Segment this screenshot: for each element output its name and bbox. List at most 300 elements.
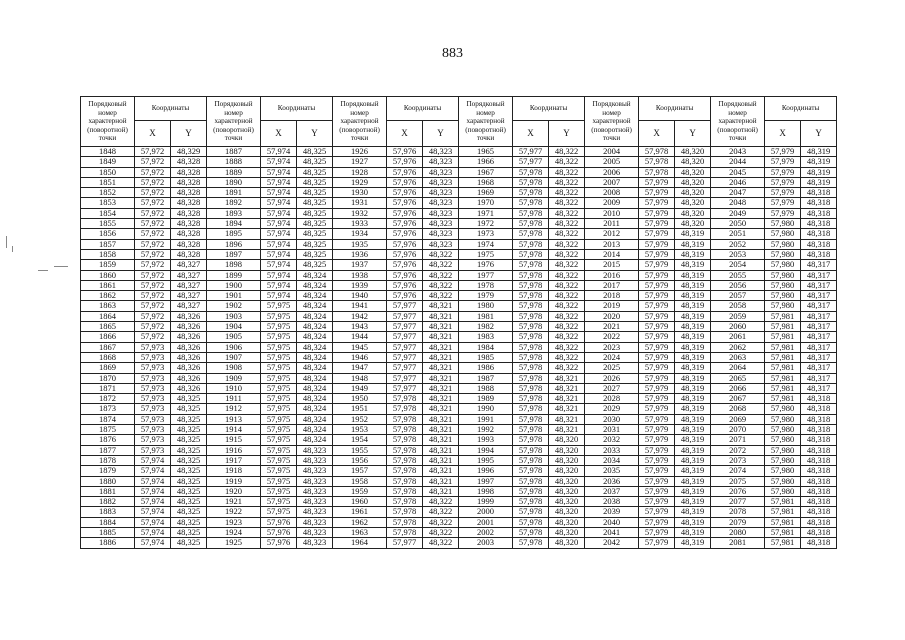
y-coordinate-cell: 48,323 — [423, 167, 459, 177]
y-coordinate-cell: 48,321 — [423, 373, 459, 383]
y-coordinate-cell: 48,319 — [675, 322, 711, 332]
x-coordinate-cell: 57,975 — [261, 445, 297, 455]
x-coordinate-cell: 57,973 — [135, 425, 171, 435]
x-coordinate-cell: 57,972 — [135, 239, 171, 249]
x-coordinate-cell: 57,974 — [261, 188, 297, 198]
y-coordinate-cell: 48,318 — [801, 219, 837, 229]
point-number-cell: 1987 — [459, 373, 513, 383]
point-number-cell: 1871 — [81, 383, 135, 393]
x-coordinate-cell: 57,974 — [261, 249, 297, 259]
x-coordinate-cell: 57,978 — [513, 219, 549, 229]
x-coordinate-cell: 57,972 — [135, 332, 171, 342]
table-row — [81, 507, 837, 517]
y-coordinate-cell: 48,322 — [549, 157, 585, 167]
x-coordinate-cell: 57,974 — [261, 157, 297, 167]
point-number-cell: 1897 — [207, 249, 261, 259]
point-number-cell: 2042 — [585, 538, 639, 548]
x-coordinate-cell: 57,976 — [387, 167, 423, 177]
y-coordinate-cell: 48,323 — [297, 476, 333, 486]
y-coordinate-cell: 48,321 — [423, 332, 459, 342]
coordinates-header: Координаты — [135, 97, 207, 121]
y-coordinate-cell: 48,325 — [297, 260, 333, 270]
point-number-cell: 1907 — [207, 352, 261, 362]
x-coordinate-cell: 57,974 — [261, 208, 297, 218]
y-coordinate-cell: 48,322 — [549, 219, 585, 229]
table-row — [81, 301, 837, 311]
point-number-cell: 1990 — [459, 404, 513, 414]
y-coordinate-cell: 48,321 — [423, 404, 459, 414]
point-number-cell: 2071 — [711, 435, 765, 445]
x-coordinate-cell: 57,978 — [513, 352, 549, 362]
y-coordinate-cell: 48,322 — [549, 249, 585, 259]
point-number-cell: 1986 — [459, 363, 513, 373]
x-coordinate-cell: 57,976 — [387, 208, 423, 218]
point-number-cell: 1966 — [459, 157, 513, 167]
y-coordinate-cell: 48,322 — [549, 352, 585, 362]
x-coordinate-cell: 57,979 — [639, 249, 675, 259]
point-number-cell: 1894 — [207, 219, 261, 229]
y-coordinate-cell: 48,317 — [801, 332, 837, 342]
y-coordinate-cell: 48,324 — [297, 404, 333, 414]
point-number-cell: 1892 — [207, 198, 261, 208]
point-number-cell: 2047 — [711, 188, 765, 198]
point-number-cell: 1953 — [333, 425, 387, 435]
point-number-cell: 2077 — [711, 497, 765, 507]
table-row — [81, 188, 837, 198]
coordinates-header: Координаты — [261, 97, 333, 121]
point-number-cell: 2048 — [711, 198, 765, 208]
x-coordinate-cell: 57,978 — [513, 425, 549, 435]
x-coordinate-cell: 57,973 — [135, 363, 171, 373]
y-coordinate-cell: 48,325 — [297, 239, 333, 249]
x-coordinate-cell: 57,979 — [639, 229, 675, 239]
point-number-cell: 1901 — [207, 291, 261, 301]
y-coordinate-cell: 48,318 — [801, 435, 837, 445]
y-coordinate-cell: 48,329 — [171, 147, 207, 157]
point-number-cell: 2046 — [711, 177, 765, 187]
x-coordinate-cell: 57,978 — [639, 167, 675, 177]
y-coordinate-cell: 48,325 — [171, 414, 207, 424]
point-number-cell: 1858 — [81, 249, 135, 259]
point-number-cell: 1972 — [459, 219, 513, 229]
x-coordinate-cell: 57,974 — [261, 239, 297, 249]
y-coordinate-cell: 48,325 — [171, 486, 207, 496]
point-number-cell: 1965 — [459, 147, 513, 157]
x-coordinate-cell: 57,975 — [261, 466, 297, 476]
point-number-cell: 1929 — [333, 177, 387, 187]
point-number-cell: 1910 — [207, 383, 261, 393]
x-coordinate-cell: 57,979 — [639, 435, 675, 445]
x-header: X — [261, 121, 297, 147]
x-coordinate-cell: 57,980 — [765, 455, 801, 465]
x-coordinate-cell: 57,979 — [639, 373, 675, 383]
point-number-cell: 1923 — [207, 517, 261, 527]
x-coordinate-cell: 57,972 — [135, 229, 171, 239]
y-coordinate-cell: 48,325 — [297, 147, 333, 157]
x-coordinate-cell: 57,981 — [765, 332, 801, 342]
y-coordinate-cell: 48,323 — [297, 497, 333, 507]
x-coordinate-cell: 57,976 — [387, 219, 423, 229]
point-number-cell: 1919 — [207, 476, 261, 486]
x-coordinate-cell: 57,978 — [513, 466, 549, 476]
y-coordinate-cell: 48,317 — [801, 260, 837, 270]
table-row — [81, 394, 837, 404]
point-number-cell: 2079 — [711, 517, 765, 527]
y-coordinate-cell: 48,322 — [549, 301, 585, 311]
x-coordinate-cell: 57,978 — [387, 435, 423, 445]
y-coordinate-cell: 48,321 — [549, 404, 585, 414]
x-coordinate-cell: 57,980 — [765, 414, 801, 424]
point-number-cell: 2080 — [711, 527, 765, 537]
y-coordinate-cell: 48,317 — [801, 342, 837, 352]
x-coordinate-cell: 57,978 — [639, 157, 675, 167]
y-coordinate-cell: 48,328 — [171, 177, 207, 187]
x-coordinate-cell: 57,978 — [387, 466, 423, 476]
point-number-cell: 1917 — [207, 455, 261, 465]
x-coordinate-cell: 57,978 — [513, 239, 549, 249]
x-coordinate-cell: 57,981 — [765, 383, 801, 393]
x-coordinate-cell: 57,978 — [513, 383, 549, 393]
y-coordinate-cell: 48,320 — [675, 198, 711, 208]
point-number-cell: 1911 — [207, 394, 261, 404]
point-number-cell: 2049 — [711, 208, 765, 218]
y-coordinate-cell: 48,323 — [297, 517, 333, 527]
y-coordinate-cell: 48,328 — [171, 229, 207, 239]
x-coordinate-cell: 57,975 — [261, 476, 297, 486]
point-number-cell: 2057 — [711, 291, 765, 301]
y-coordinate-cell: 48,324 — [297, 322, 333, 332]
y-coordinate-cell: 48,325 — [297, 177, 333, 187]
y-coordinate-cell: 48,317 — [801, 373, 837, 383]
y-coordinate-cell: 48,322 — [549, 239, 585, 249]
point-number-cell: 1869 — [81, 363, 135, 373]
point-number-cell: 2074 — [711, 466, 765, 476]
y-coordinate-cell: 48,325 — [171, 394, 207, 404]
x-coordinate-cell: 57,979 — [639, 332, 675, 342]
point-number-cell: 1968 — [459, 177, 513, 187]
y-coordinate-cell: 48,319 — [675, 229, 711, 239]
y-coordinate-cell: 48,322 — [549, 167, 585, 177]
point-number-cell: 1982 — [459, 322, 513, 332]
point-number-cell: 2037 — [585, 486, 639, 496]
x-coordinate-cell: 57,976 — [387, 157, 423, 167]
point-number-cell: 2067 — [711, 394, 765, 404]
x-coordinate-cell: 57,978 — [513, 497, 549, 507]
order-number-header: Порядковый номер характерной (поворотной) точки — [459, 97, 513, 147]
table-row — [81, 291, 837, 301]
y-coordinate-cell: 48,325 — [297, 188, 333, 198]
y-coordinate-cell: 48,321 — [423, 476, 459, 486]
y-coordinate-cell: 48,324 — [297, 301, 333, 311]
point-number-cell: 2004 — [585, 147, 639, 157]
table-row — [81, 517, 837, 527]
y-coordinate-cell: 48,322 — [423, 249, 459, 259]
x-coordinate-cell: 57,981 — [765, 352, 801, 362]
y-coordinate-cell: 48,323 — [297, 538, 333, 548]
point-number-cell: 2081 — [711, 538, 765, 548]
x-header: X — [765, 121, 801, 147]
point-number-cell: 1944 — [333, 332, 387, 342]
x-coordinate-cell: 57,973 — [135, 445, 171, 455]
x-coordinate-cell: 57,979 — [639, 239, 675, 249]
point-number-cell: 1874 — [81, 414, 135, 424]
point-number-cell: 2073 — [711, 455, 765, 465]
point-number-cell: 1891 — [207, 188, 261, 198]
y-coordinate-cell: 48,319 — [675, 363, 711, 373]
y-coordinate-cell: 48,322 — [549, 270, 585, 280]
x-coordinate-cell: 57,978 — [513, 332, 549, 342]
point-number-cell: 2016 — [585, 270, 639, 280]
x-coordinate-cell: 57,975 — [261, 311, 297, 321]
x-coordinate-cell: 57,976 — [387, 147, 423, 157]
x-coordinate-cell: 57,977 — [513, 157, 549, 167]
y-header: Y — [297, 121, 333, 147]
point-number-cell: 2019 — [585, 301, 639, 311]
point-number-cell: 2078 — [711, 507, 765, 517]
point-number-cell: 1998 — [459, 486, 513, 496]
table-row — [81, 167, 837, 177]
point-number-cell: 1928 — [333, 167, 387, 177]
x-coordinate-cell: 57,972 — [135, 208, 171, 218]
y-coordinate-cell: 48,317 — [801, 352, 837, 362]
coordinates-header: Координаты — [765, 97, 837, 121]
x-coordinate-cell: 57,980 — [765, 435, 801, 445]
y-coordinate-cell: 48,323 — [423, 188, 459, 198]
x-coordinate-cell: 57,981 — [765, 363, 801, 373]
point-number-cell: 1921 — [207, 497, 261, 507]
y-coordinate-cell: 48,323 — [297, 486, 333, 496]
point-number-cell: 1849 — [81, 157, 135, 167]
y-coordinate-cell: 48,318 — [801, 208, 837, 218]
y-coordinate-cell: 48,320 — [675, 188, 711, 198]
x-coordinate-cell: 57,980 — [765, 280, 801, 290]
x-coordinate-cell: 57,978 — [513, 198, 549, 208]
y-coordinate-cell: 48,319 — [675, 425, 711, 435]
y-coordinate-cell: 48,322 — [423, 280, 459, 290]
y-coordinate-cell: 48,325 — [171, 455, 207, 465]
x-coordinate-cell: 57,976 — [387, 188, 423, 198]
x-coordinate-cell: 57,975 — [261, 414, 297, 424]
y-coordinate-cell: 48,323 — [297, 455, 333, 465]
table-row — [81, 425, 837, 435]
y-coordinate-cell: 48,321 — [549, 383, 585, 393]
x-coordinate-cell: 57,972 — [135, 270, 171, 280]
y-coordinate-cell: 48,326 — [171, 383, 207, 393]
point-number-cell: 1964 — [333, 538, 387, 548]
table-row — [81, 249, 837, 259]
x-coordinate-cell: 57,979 — [765, 208, 801, 218]
y-coordinate-cell: 48,325 — [297, 219, 333, 229]
point-number-cell: 1959 — [333, 486, 387, 496]
x-coordinate-cell: 57,978 — [513, 435, 549, 445]
x-coordinate-cell: 57,981 — [765, 322, 801, 332]
point-number-cell: 1914 — [207, 425, 261, 435]
y-header: Y — [549, 121, 585, 147]
y-coordinate-cell: 48,320 — [549, 527, 585, 537]
point-number-cell: 1899 — [207, 270, 261, 280]
y-coordinate-cell: 48,325 — [297, 208, 333, 218]
point-number-cell: 1867 — [81, 342, 135, 352]
x-header: X — [639, 121, 675, 147]
x-coordinate-cell: 57,979 — [639, 352, 675, 362]
x-coordinate-cell: 57,973 — [135, 373, 171, 383]
table-row — [81, 198, 837, 208]
point-number-cell: 2059 — [711, 311, 765, 321]
x-coordinate-cell: 57,976 — [261, 517, 297, 527]
point-number-cell: 2003 — [459, 538, 513, 548]
y-coordinate-cell: 48,326 — [171, 322, 207, 332]
x-coordinate-cell: 57,978 — [513, 208, 549, 218]
x-coordinate-cell: 57,978 — [513, 311, 549, 321]
point-number-cell: 1857 — [81, 239, 135, 249]
y-coordinate-cell: 48,318 — [801, 517, 837, 527]
y-coordinate-cell: 48,321 — [549, 373, 585, 383]
y-coordinate-cell: 48,320 — [549, 455, 585, 465]
point-number-cell: 2070 — [711, 425, 765, 435]
y-coordinate-cell: 48,324 — [297, 435, 333, 445]
y-coordinate-cell: 48,319 — [801, 177, 837, 187]
x-coordinate-cell: 57,974 — [261, 229, 297, 239]
x-coordinate-cell: 57,978 — [513, 301, 549, 311]
point-number-cell: 1852 — [81, 188, 135, 198]
point-number-cell: 1898 — [207, 260, 261, 270]
y-coordinate-cell: 48,319 — [675, 373, 711, 383]
x-coordinate-cell: 57,979 — [765, 188, 801, 198]
point-number-cell: 1925 — [207, 538, 261, 548]
y-coordinate-cell: 48,321 — [423, 414, 459, 424]
x-coordinate-cell: 57,979 — [639, 311, 675, 321]
y-coordinate-cell: 48,322 — [549, 188, 585, 198]
x-coordinate-cell: 57,980 — [765, 260, 801, 270]
x-coordinate-cell: 57,978 — [387, 517, 423, 527]
point-number-cell: 2000 — [459, 507, 513, 517]
y-coordinate-cell: 48,318 — [801, 414, 837, 424]
point-number-cell: 2035 — [585, 466, 639, 476]
y-coordinate-cell: 48,318 — [801, 394, 837, 404]
y-coordinate-cell: 48,319 — [675, 414, 711, 424]
table-row — [81, 466, 837, 476]
table-row — [81, 229, 837, 239]
point-number-cell: 1935 — [333, 239, 387, 249]
x-coordinate-cell: 57,974 — [261, 177, 297, 187]
table-row — [81, 476, 837, 486]
y-coordinate-cell: 48,325 — [297, 167, 333, 177]
x-coordinate-cell: 57,979 — [639, 517, 675, 527]
point-number-cell: 2005 — [585, 157, 639, 167]
y-coordinate-cell: 48,321 — [423, 425, 459, 435]
x-coordinate-cell: 57,976 — [387, 177, 423, 187]
point-number-cell: 2055 — [711, 270, 765, 280]
y-coordinate-cell: 48,320 — [675, 208, 711, 218]
x-coordinate-cell: 57,980 — [765, 239, 801, 249]
point-number-cell: 1960 — [333, 497, 387, 507]
y-coordinate-cell: 48,319 — [675, 486, 711, 496]
y-coordinate-cell: 48,325 — [297, 157, 333, 167]
x-coordinate-cell: 57,978 — [387, 476, 423, 486]
scan-mark — [12, 246, 13, 252]
x-coordinate-cell: 57,979 — [639, 538, 675, 548]
y-coordinate-cell: 48,328 — [171, 219, 207, 229]
y-coordinate-cell: 48,323 — [423, 147, 459, 157]
x-coordinate-cell: 57,980 — [765, 219, 801, 229]
y-coordinate-cell: 48,317 — [801, 280, 837, 290]
x-coordinate-cell: 57,978 — [387, 486, 423, 496]
table-row — [81, 383, 837, 393]
point-number-cell: 1872 — [81, 394, 135, 404]
x-coordinate-cell: 57,973 — [135, 414, 171, 424]
table-row — [81, 527, 837, 537]
y-coordinate-cell: 48,324 — [297, 414, 333, 424]
y-coordinate-cell: 48,320 — [549, 476, 585, 486]
y-coordinate-cell: 48,318 — [801, 249, 837, 259]
y-coordinate-cell: 48,318 — [801, 527, 837, 537]
table-row — [81, 208, 837, 218]
point-number-cell: 1881 — [81, 486, 135, 496]
x-coordinate-cell: 57,977 — [387, 342, 423, 352]
point-number-cell: 2012 — [585, 229, 639, 239]
point-number-cell: 1890 — [207, 177, 261, 187]
y-coordinate-cell: 48,320 — [549, 497, 585, 507]
point-number-cell: 1880 — [81, 476, 135, 486]
scan-mark — [54, 266, 68, 267]
y-coordinate-cell: 48,322 — [549, 260, 585, 270]
point-number-cell: 1851 — [81, 177, 135, 187]
point-number-cell: 2039 — [585, 507, 639, 517]
y-coordinate-cell: 48,322 — [549, 322, 585, 332]
point-number-cell: 2041 — [585, 527, 639, 537]
point-number-cell: 1976 — [459, 260, 513, 270]
point-number-cell: 1912 — [207, 404, 261, 414]
table-row — [81, 260, 837, 270]
y-coordinate-cell: 48,326 — [171, 342, 207, 352]
x-coordinate-cell: 57,980 — [765, 476, 801, 486]
y-coordinate-cell: 48,325 — [171, 435, 207, 445]
x-coordinate-cell: 57,981 — [765, 373, 801, 383]
y-coordinate-cell: 48,321 — [549, 425, 585, 435]
y-coordinate-cell: 48,319 — [675, 517, 711, 527]
point-number-cell: 2065 — [711, 373, 765, 383]
point-number-cell: 1955 — [333, 445, 387, 455]
x-coordinate-cell: 57,978 — [387, 527, 423, 537]
point-number-cell: 2076 — [711, 486, 765, 496]
point-number-cell: 1888 — [207, 157, 261, 167]
point-number-cell: 1975 — [459, 249, 513, 259]
table-row — [81, 157, 837, 167]
x-coordinate-cell: 57,975 — [261, 301, 297, 311]
x-coordinate-cell: 57,980 — [765, 404, 801, 414]
y-coordinate-cell: 48,319 — [675, 249, 711, 259]
x-coordinate-cell: 57,974 — [261, 198, 297, 208]
point-number-cell: 2024 — [585, 352, 639, 362]
x-coordinate-cell: 57,979 — [639, 394, 675, 404]
point-number-cell: 2009 — [585, 198, 639, 208]
coordinates-header: Координаты — [513, 97, 585, 121]
point-number-cell: 1945 — [333, 342, 387, 352]
y-coordinate-cell: 48,318 — [801, 404, 837, 414]
point-number-cell: 1946 — [333, 352, 387, 362]
y-coordinate-cell: 48,317 — [801, 311, 837, 321]
point-number-cell: 1989 — [459, 394, 513, 404]
x-coordinate-cell: 57,977 — [387, 352, 423, 362]
point-number-cell: 1860 — [81, 270, 135, 280]
x-coordinate-cell: 57,975 — [261, 383, 297, 393]
y-coordinate-cell: 48,327 — [171, 260, 207, 270]
x-coordinate-cell: 57,979 — [639, 476, 675, 486]
point-number-cell: 1997 — [459, 476, 513, 486]
x-coordinate-cell: 57,978 — [513, 394, 549, 404]
x-coordinate-cell: 57,980 — [765, 301, 801, 311]
y-coordinate-cell: 48,318 — [801, 507, 837, 517]
